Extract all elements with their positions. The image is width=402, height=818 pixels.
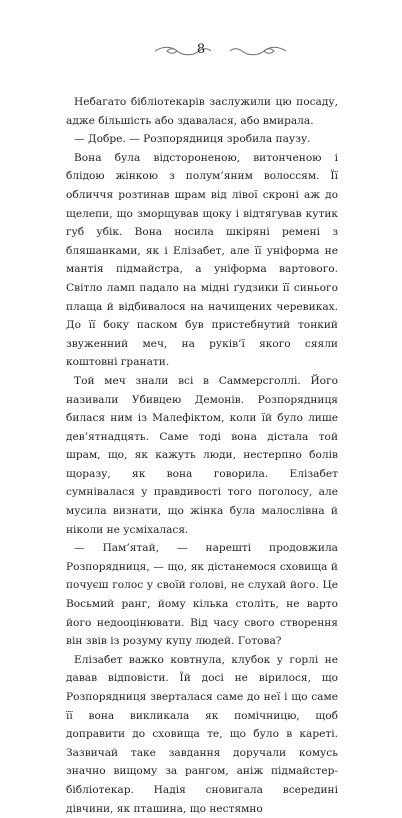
page-number: 8 — [196, 42, 206, 57]
paragraph: Вона була відстороненою, витонченою і блідою жінкою з полум’яним волоссям. Її обличчя розтинав шрам від лівої скроні аж до щелепи, що зморщував щоку і відтягував кутик губ убік. Вона носила шкіряні ремені з бляшанками, як і Елізабет, але її уніформа не мантія підмайстра, а уніформа вартового. Світло ламп падало на мідні ґудзики її синього плаща й відбивалося на начищених черевиках. До її боку паском був пристебнутий тонкий звуженний меч, на руків’ї якого сяяли коштовні гранати. — [66, 151, 338, 369]
paragraph: Той меч знали всі в Саммерсголлі. Його називали Убивцею Демонів. Розпорядниця билася ним із Малефіктом, коли їй було лише дев’ятнадцять. Саме тоді вона дістала той шрам, що, як кажуть люди, нестерпно болів щоразу, як вона говорила. Елізабет сумнівалася у правдивості того поголосу, але мусила визнати, що жінка була малослівна й ніколи не усміхалася. — [66, 374, 338, 536]
paragraph: — Добре. — Розпорядниця зробила паузу. — [74, 133, 311, 146]
paragraph: Небагато бібліотекарів заслужили цю посаду, адже більшість або здавалася, або вмирала. — [66, 96, 338, 127]
body-text — [66, 93, 338, 818]
paragraph: Елізабет важко ковтнула, клубок у горлі не давав відповісти. Їй досі не вірилося, що Розпорядниця зверталася саме до неї і що саме її вона викликала як помічницю, щоб доправити до сховища те, що було в кареті. Зазвичай таке завдання доручали комусь значно вищому за рангом, аніж підмайстер-бібліотекар. Надія сновигала всередині дівчини, як пташина, що нестямно — [66, 653, 338, 815]
paragraph: — Пам’ятай, — нарешті продовжила Розпорядниця, — що, як дістанемося сховища й почуєш голос у своїй голові, не слухай його. Це Восьмий ранг, йому кілька століть, не варто його недооцінювати. Від часу свого створення він звів із розуму купу людей. Готова? — [66, 542, 338, 648]
flourish-right-icon — [228, 45, 288, 57]
page-header — [0, 40, 402, 62]
